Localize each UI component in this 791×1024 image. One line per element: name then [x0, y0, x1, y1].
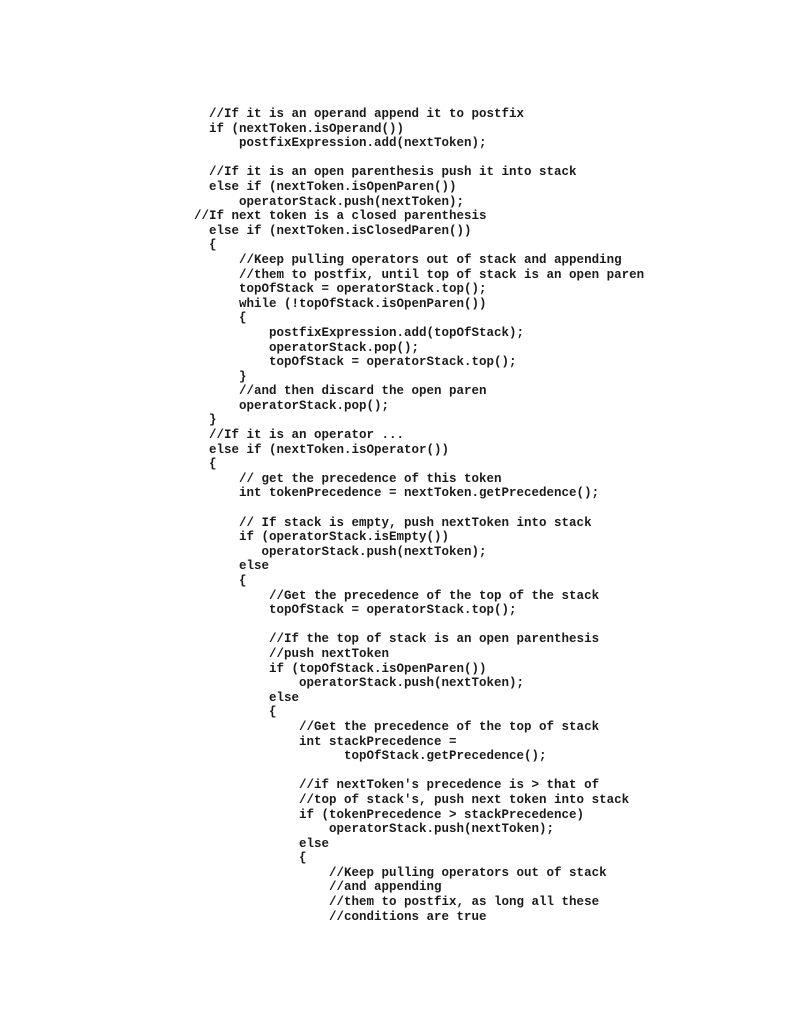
code-line: operatorStack.push(nextToken);: [194, 822, 555, 837]
code-line: topOfStack.getPrecedence();: [194, 749, 547, 764]
code-line: [194, 151, 644, 166]
code-line: //If the top of stack is an open parenthesis: [194, 632, 600, 647]
code-line: operatorStack.pop();: [194, 340, 420, 355]
code-line: //Keep pulling operators out of stack and appending: [194, 252, 622, 267]
code-line: //If next token is a closed parenthesis: [194, 209, 487, 224]
code-line: if (tokenPrecedence > stackPrecedence): [194, 807, 585, 822]
code-line: [194, 618, 644, 633]
code-line: {: [194, 311, 247, 326]
code-line: {: [194, 851, 307, 866]
code-line: while (!topOfStack.isOpenParen()): [194, 296, 487, 311]
code-line: postfixExpression.add(topOfStack);: [194, 325, 525, 340]
code-line: else: [194, 559, 270, 574]
code-line: {: [194, 574, 247, 588]
code-line: //and then discard the open paren: [194, 384, 487, 399]
code-line: postfixExpression.add(nextToken);: [194, 136, 487, 151]
code-line: }: [194, 413, 217, 428]
code-line: //Get the precedence of the top of stack: [194, 719, 600, 734]
code-line: //them to postfix, as long all these: [194, 895, 600, 910]
code-line: //push nextToken: [194, 646, 390, 661]
code-line: //top of stack's, push next token into stack: [194, 792, 630, 807]
code-line: //If it is an operator ...: [194, 428, 405, 443]
code-line: {: [194, 457, 217, 472]
code-line: if (operatorStack.isEmpty()): [194, 530, 450, 545]
code-line: if (nextToken.isOperand()): [194, 121, 405, 136]
code-line: //if nextToken's precedence is > that of: [194, 778, 600, 793]
code-line: {: [194, 238, 217, 253]
code-line: operatorStack.push(nextToken);: [194, 544, 487, 559]
code-line: //Get the precedence of the top of the stack: [194, 588, 600, 603]
code-line: [194, 501, 644, 516]
code-line: //Keep pulling operators out of stack: [194, 865, 607, 880]
code-line: operatorStack.pop();: [194, 398, 390, 413]
code-line: }: [194, 369, 247, 384]
code-line: else if (nextToken.isOperator()): [194, 442, 450, 457]
code-line: //If it is an open parenthesis push it into stack: [194, 165, 577, 180]
code-line: [194, 764, 644, 779]
code-line: // If stack is empty, push nextToken into stack: [194, 515, 592, 530]
code-line: topOfStack = operatorStack.top();: [194, 282, 487, 297]
code-line: // get the precedence of this token: [194, 471, 502, 486]
code-line: //them to postfix, until top of stack is an open paren: [194, 267, 645, 282]
code-listing: [194, 107, 644, 924]
code-line: else: [194, 836, 330, 851]
code-line: topOfStack = operatorStack.top();: [194, 603, 517, 618]
code-line: operatorStack.push(nextToken);: [194, 676, 525, 691]
code-line: topOfStack = operatorStack.top();: [194, 355, 517, 370]
code-line: //and appending: [194, 880, 442, 895]
code-line: int tokenPrecedence = nextToken.getPrecedence();: [194, 486, 600, 501]
code-line: //conditions are true: [194, 909, 487, 924]
code-line: else: [194, 690, 300, 705]
code-line: operatorStack.push(nextToken);: [194, 194, 465, 209]
code-line: else if (nextToken.isClosedParen()): [194, 223, 472, 238]
code-line: {: [194, 705, 277, 720]
code-line: //If it is an operand append it to postfix: [194, 107, 525, 121]
code-line: if (topOfStack.isOpenParen()): [194, 661, 487, 676]
code-line: else if (nextToken.isOpenParen()): [194, 179, 457, 194]
code-line: int stackPrecedence =: [194, 734, 457, 749]
